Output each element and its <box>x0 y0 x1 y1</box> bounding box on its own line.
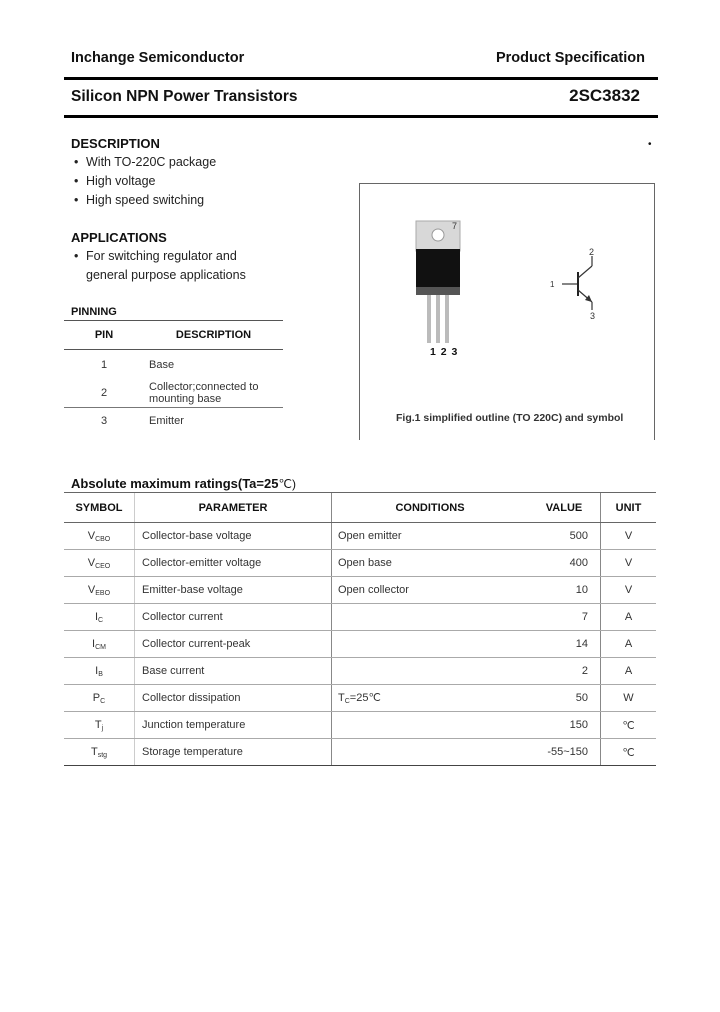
parameter-cell: Collector current <box>135 604 332 631</box>
pin-header: PIN <box>64 321 144 350</box>
unit-cell: V <box>601 577 657 604</box>
conditions-header: CONDITIONS <box>332 493 529 523</box>
product-line: Silicon NPN Power Transistors <box>71 88 298 105</box>
unit-cell: V <box>601 523 657 550</box>
symbol-header: SYMBOL <box>64 493 135 523</box>
header-rule <box>64 77 658 80</box>
value-header: VALUE <box>528 493 601 523</box>
ratings-title: Absolute maximum ratings(Ta=25℃) <box>71 476 296 491</box>
conditions-cell: Open base <box>332 550 529 577</box>
parameter-cell: Collector dissipation <box>135 685 332 712</box>
value-cell: 500 <box>528 523 601 550</box>
pin-number: 2 <box>64 380 144 408</box>
ratings-row <box>64 550 656 577</box>
value-cell: 10 <box>528 577 601 604</box>
conditions-cell <box>332 712 529 739</box>
symbol-cell: $T_{stg}$ <box>64 739 135 766</box>
value-cell: 150 <box>528 712 601 739</box>
conditions-cell: Open collector <box>332 577 529 604</box>
ratings-row <box>64 739 656 766</box>
unit-cell: V <box>601 550 657 577</box>
ratings-row <box>64 685 656 712</box>
symbol-cell: $V_{EBO}$ <box>64 577 135 604</box>
conditions-cell <box>332 631 529 658</box>
unit-cell: A <box>601 631 657 658</box>
svg-text:7: 7 <box>452 221 458 231</box>
parameter-cell: Emitter-base voltage <box>135 577 332 604</box>
unit-cell: A <box>601 658 657 685</box>
ratings-row <box>64 712 656 739</box>
conditions-cell: Open emitter <box>332 523 529 550</box>
unit-cell: A <box>601 604 657 631</box>
parameter-header: PARAMETER <box>135 493 332 523</box>
pin-number: 3 <box>100 414 108 427</box>
stray-mark: • <box>648 139 652 150</box>
symbol-cell: $V_{CBO}$ <box>64 523 135 550</box>
description-title: DESCRIPTION <box>71 136 160 151</box>
pin-row <box>64 380 283 408</box>
applications-title: APPLICATIONS <box>71 230 167 245</box>
parameter-cell: Junction temperature <box>135 712 332 739</box>
symbol-pin-1: 1 <box>550 280 555 289</box>
part-number: 2SC3832 <box>569 86 640 105</box>
pin-row <box>64 350 283 380</box>
symbol-cell: $I_C$ <box>64 604 135 631</box>
ratings-row <box>64 604 656 631</box>
pin-number: 1 <box>100 358 108 371</box>
unit-cell: W <box>601 685 657 712</box>
symbol-cell: $T_j$ <box>64 712 135 739</box>
symbol-pin-3: 3 <box>590 311 596 321</box>
value-cell: 7 <box>528 604 601 631</box>
ratings-row <box>64 523 656 550</box>
conditions-cell <box>332 604 529 631</box>
unit-header: UNIT <box>601 493 657 523</box>
description-item: • High voltage <box>74 174 156 188</box>
symbol-cell: $I_{CM}$ <box>64 631 135 658</box>
parameter-cell: Collector current-peak <box>135 631 332 658</box>
symbol-cell: $I_B$ <box>64 658 135 685</box>
package-pin-labels: 1 2 3 <box>430 346 459 358</box>
npn-transistor-symbol <box>548 244 608 324</box>
figure-caption: Fig.1 simplified outline (TO 220C) and symbol <box>396 412 624 424</box>
value-cell: 14 <box>528 631 601 658</box>
conditions-cell <box>332 739 529 766</box>
ratings-table <box>64 492 656 766</box>
ratings-row <box>64 631 656 658</box>
conditions-cell: $T_C=25℃$ <box>332 685 529 712</box>
symbol-cell: $V_{CEO}$ <box>64 550 135 577</box>
parameter-cell: Collector-emitter voltage <box>135 550 332 577</box>
pin-desc-header: DESCRIPTION <box>144 321 283 350</box>
conditions-cell <box>332 658 529 685</box>
parameter-cell: Storage temperature <box>135 739 332 766</box>
unit-cell: ℃ <box>601 712 657 739</box>
pinning-title: PINNING <box>71 306 117 318</box>
doc-type: Product Specification <box>495 50 645 66</box>
value-cell: -55~150 <box>528 739 601 766</box>
symbol-cell: $P_C$ <box>64 685 135 712</box>
parameter-cell: Base current <box>135 658 332 685</box>
pinning-table <box>64 320 283 434</box>
pin-desc: Base <box>149 358 175 371</box>
applications-item: general purpose applications <box>86 268 246 282</box>
ratings-row <box>64 658 656 685</box>
pin-desc: Collector;connected to mounting base <box>144 380 283 408</box>
description-item: • With TO-220C package <box>74 155 217 169</box>
ratings-row <box>64 577 656 604</box>
to220-package-image <box>400 215 490 347</box>
parameter-cell: Collector-base voltage <box>135 523 332 550</box>
description-item: • High speed switching <box>74 193 205 207</box>
value-cell: 400 <box>528 550 601 577</box>
symbol-pin-2: 2 <box>589 247 595 257</box>
company-name: Inchange Semiconductor <box>71 50 245 66</box>
pin-row <box>64 408 283 434</box>
pin-desc: Emitter <box>149 414 184 427</box>
value-cell: 50 <box>528 685 601 712</box>
unit-cell: ℃ <box>601 739 657 766</box>
title-rule <box>64 115 658 118</box>
applications-item: • For switching regulator and <box>74 249 237 263</box>
value-cell: 2 <box>528 658 601 685</box>
